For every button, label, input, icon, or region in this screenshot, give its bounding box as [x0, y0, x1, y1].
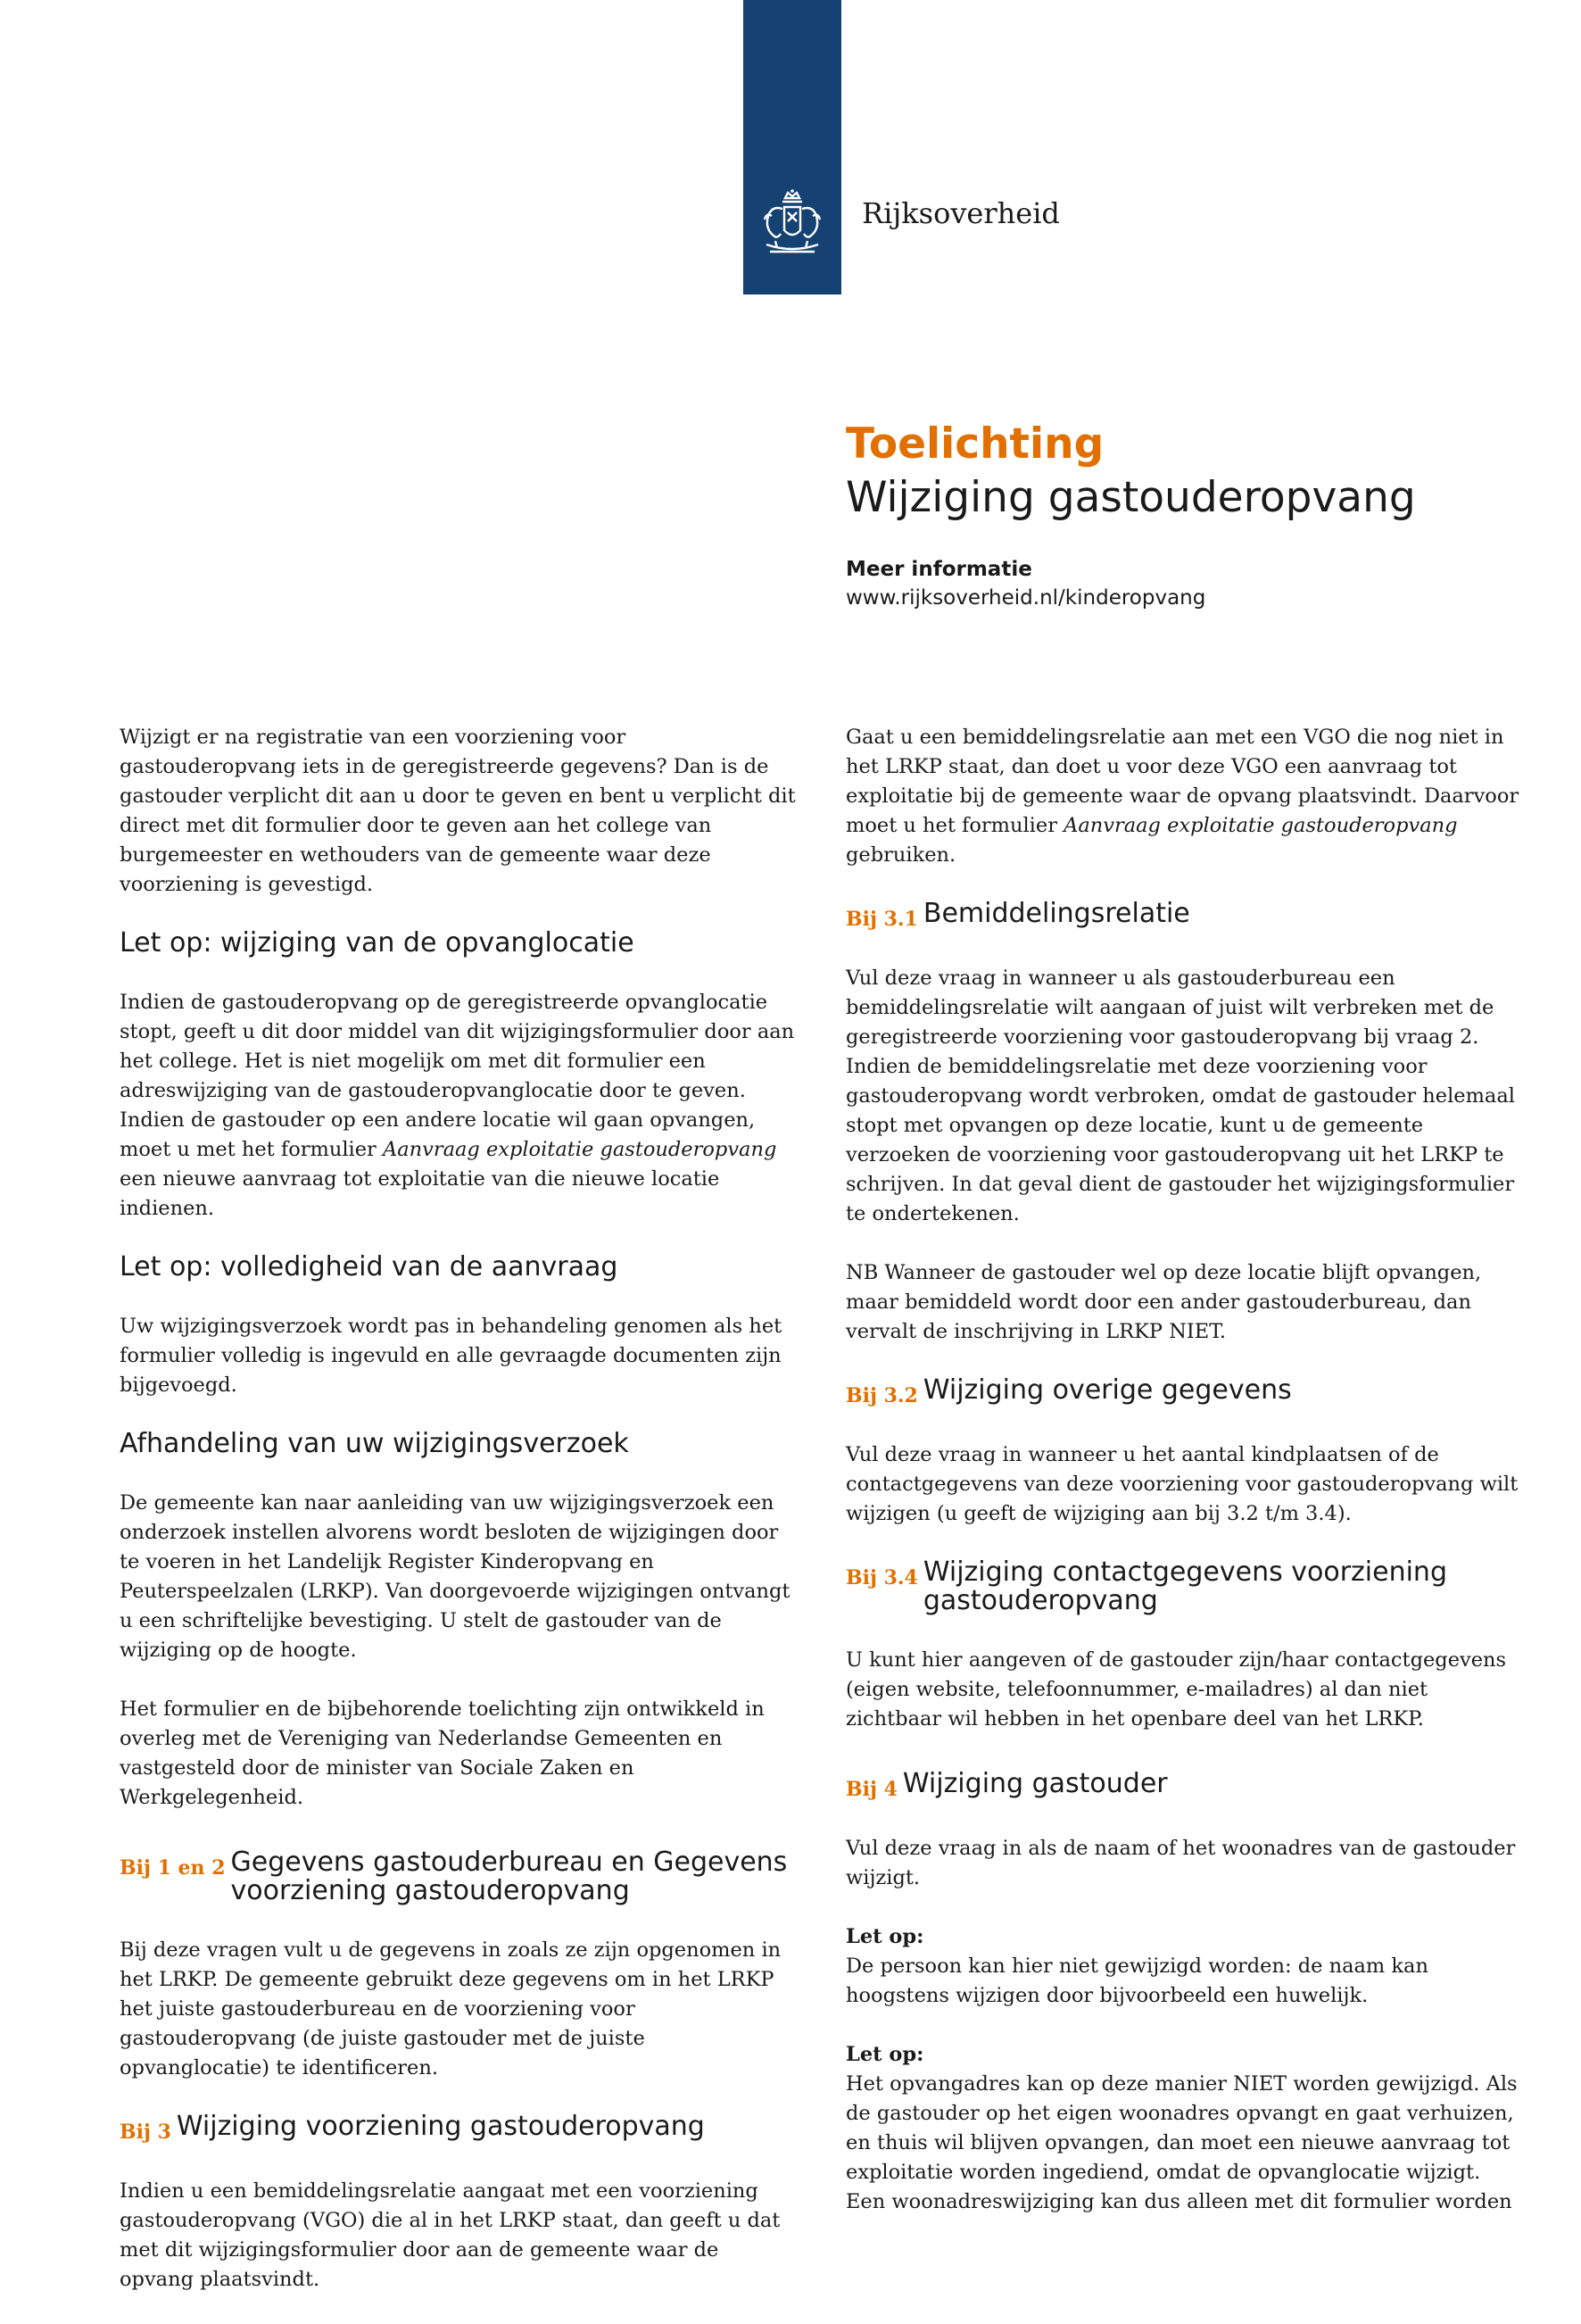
form-name-reference: Aanvraag exploitatie gastouderopvang: [1064, 814, 1458, 837]
section-number-1-2: Bij 1 en 2: [120, 1856, 226, 1880]
heading-section-4: [846, 1770, 1524, 1804]
paragraph-section-3-continued: Gaat u een bemiddelingsrelatie aan met een VGO die nog niet in het LRKP staat, dan doet u voor deze VGO een aanvraag tot exploitatie bij de gemeente waar de opvang plaatsvindt. Daarvoor moet u het formulier Aanvraag exploitatie gastouderopvang gebruiken.: [846, 726, 1519, 867]
more-info-link[interactable]: www.rijksoverheid.nl/kinderopvang: [846, 586, 1206, 610]
page-title: Toelichting: [846, 419, 1105, 469]
more-info-label: Meer informatie: [846, 558, 1032, 581]
note-text-1: De persoon kan hier niet gewijzigd worden: de naam kan hoogstens wijzigen door bijvoorbeeld een huwelijk.: [846, 1955, 1428, 2007]
section-title-4: Wijziging gastouder: [902, 1768, 1168, 1799]
note-label-2: Let op:: [846, 2043, 924, 2066]
form-name-reference: Aanvraag exploitatie gastouderopvang: [382, 1138, 777, 1161]
paragraph-completeness: Uw wijzigingsverzoek wordt pas in behandeling genomen als het formulier volledig is ingevuld en alle gevraagde documenten zijn bijgevoegd.: [120, 1315, 782, 1397]
paragraph-developed: Het formulier en de bijbehorende toelichting zijn ontwikkeld in overleg met de Vereniging van Nederlandse Gemeenten en vastgesteld door de minister van Sociale Zaken en Werkgelegenheid.: [120, 1697, 765, 1809]
note-text-2: Het opvangadres kan op deze manier NIET worden gewijzigd. Als de gastouder op het eigen woonadres opvangt en gaat verhuizen, en thuis wil blijven opvangen, dan moet een nieuwe aanvraag tot exploitatie worden ingediend, omdat de opvanglocatie wijzigt. Een woonadreswijziging kan dus alleen met dit formulier worden: [846, 2072, 1518, 2213]
royal-coat-of-arms-icon: [756, 189, 829, 268]
section-title-3: Wijziging voorziening gastouderopvang: [176, 2111, 705, 2142]
paragraph-section-3-1: Vul deze vraag in wanneer u als gastouderbureau een bemiddelingsrelatie wilt aangaan of juist wilt verbreken met de geregistreerde voorziening voor gastouderopvang bij vraag 2. Indien de bemiddelingsrelatie met deze voorziening voor gastouderopvang wordt verbroken, omdat de gastouder helemaal stopt met opvangen op deze locatie, kunt u de gemeente verzoeken de voorziening voor gastouderopvang uit het LRKP te schrijven. In dat geval dient de gastouder het wijzigingsformulier te ondertekenen.: [846, 967, 1515, 1225]
heading-location: Let op: wijziging van de opvanglocatie: [120, 927, 634, 959]
paragraph-section-1-2: Bij deze vragen vult u de gegevens in zoals ze zijn opgenomen in het LRKP. De gemeente gebruikt deze gegevens om in het LRKP het juiste gastouderbureau en de voorziening voor gastouderopvang (de juiste gastouder met de juiste opvanglocatie) te identificeren.: [120, 1938, 782, 2079]
paragraph-section-3-4: U kunt hier aangeven of de gastouder zijn/haar contactgegevens (eigen website, telefoonnummer, e-mailadres) al dan niet zichtbaar wil hebben in het openbare deel van het LRKP.: [846, 1648, 1507, 1731]
note-label-1: Let op:: [846, 1925, 924, 1948]
page-subtitle: Wijziging gastouderopvang: [846, 473, 1416, 522]
section-title-3-1: Bemiddelingsrelatie: [923, 898, 1190, 929]
right-column: [846, 723, 1524, 2217]
section-title-3-4: Wijziging contactgegevens voorziening gastouderopvang: [923, 1556, 1447, 1616]
paragraph-section-3: Indien u een bemiddelingsrelatie aangaat met een voorziening gastouderopvang (VGO) die al in het LRKP staat, dan geeft u dat met dit wijzigingsformulier door aan de gemeente waar de opvang plaatsvindt.: [120, 2179, 781, 2291]
brand-name: Rijksoverheid: [862, 196, 1060, 230]
section-number-3-2: Bij 3.2: [846, 1384, 918, 1407]
heading-section-3-2: [846, 1376, 1524, 1410]
heading-handling: Afhandeling van uw wijzigingsverzoek: [120, 1428, 629, 1459]
paragraph-location: Indien de gastouderopvang op de geregistreerde opvanglocatie stopt, geeft u dit door middel van dit wijzigingsformulier door aan het college. Het is niet mogelijk om met dit formulier een adreswijziging van de gastouderopvanglocatie door te geven. Indien de gastouder op een andere locatie wil gaan opvangen, moet u met het formulier Aanvraag exploitatie gastouderopvang een nieuwe aanvraag tot exploitatie van die nieuwe locatie indienen.: [120, 991, 795, 1220]
heading-section-1-2: [120, 1848, 798, 1905]
intro-paragraph: Wijzigt er na registratie van een voorziening voor gastouderopvang iets in de geregistreerde gegevens? Dan is de gastouder verplicht dit aan u door te geven en bent u verplicht dit direct met dit formulier door te geven aan het college van burgemeester en wethouders van de gemeente waar deze voorziening is gevestigd.: [120, 726, 796, 896]
left-column: [120, 723, 798, 2324]
paragraph-section-4: Vul deze vraag in als de naam of het woonadres van de gastouder wijzigt.: [846, 1837, 1516, 1889]
logo-bar: [743, 0, 841, 295]
section-title-1-2: Gegevens gastouderbureau en Gegevens voorziening gastouderopvang: [230, 1847, 788, 1906]
section-number-4: Bij 4: [846, 1778, 898, 1801]
heading-section-3: [120, 2112, 798, 2146]
paragraph-nb: NB Wanneer de gastouder wel op deze locatie blijft opvangen, maar bemiddeld wordt door een ander gastouderbureau, dan vervalt de inschrijving in LRKP NIET.: [846, 1261, 1482, 1343]
heading-completeness: Let op: volledigheid van de aanvraag: [120, 1251, 618, 1282]
paragraph-section-3-2: Vul deze vraag in wanneer u het aantal kindplaatsen of de contactgegevens van deze voorziening voor gastouderopvang wilt wijzigen (u geeft de wijziging aan bij 3.2 t/m 3.4).: [846, 1443, 1519, 1525]
section-title-3-2: Wijziging overige gegevens: [923, 1374, 1292, 1406]
section-number-3: Bij 3: [120, 2121, 171, 2144]
heading-section-3-1: [846, 900, 1524, 934]
section-number-3-4: Bij 3.4: [846, 1566, 918, 1589]
section-number-3-1: Bij 3.1: [846, 908, 918, 931]
heading-section-3-4: [846, 1558, 1524, 1615]
paragraph-handling: De gemeente kan naar aanleiding van uw wijzigingsverzoek een onderzoek instellen alvorens wordt besloten de wijzigingen door te voeren in het Landelijk Register Kinderopvang en Peuterspeelzalen (LRKP). Van doorgevoerde wijzigingen ontvangt u een schriftelijke bevestiging. U stelt de gastouder van de wijziging op de hoogte.: [120, 1491, 790, 1662]
header: [846, 418, 1542, 612]
